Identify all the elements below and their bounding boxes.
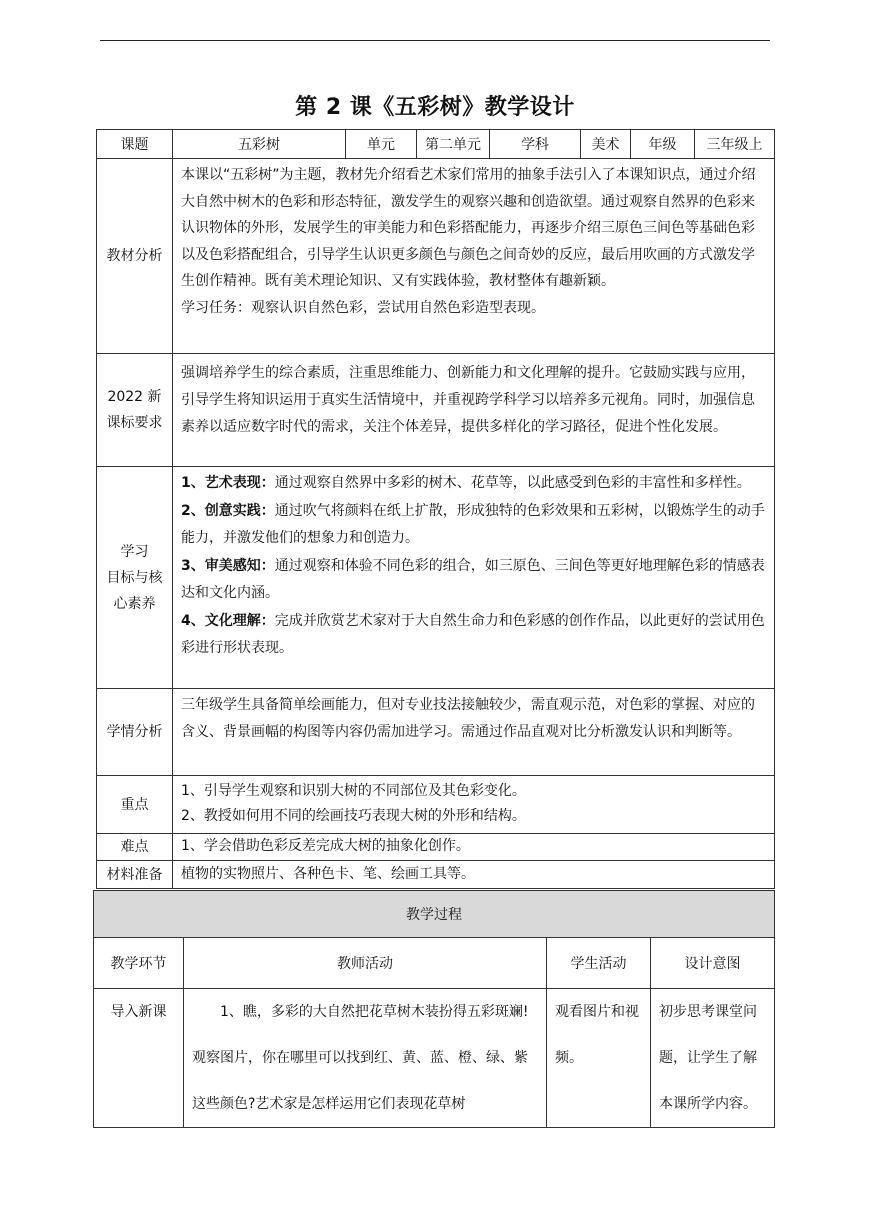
materials-text: 植物的实物照片、各种色卡、笔、绘画工具等。 [173, 861, 775, 889]
curriculum-text: 强调培养学生的综合素质，注重思维能力、创新能力和文化理解的提升。它鼓励实践与应用，引导学生将知识运用于真实生活情境中，并重视跨学科学习以培养多元视角。同时，加强信息素养以适应数字时代的需求，关注个体差异，提供多样化的学习路径，促进个性化发展。 [173, 354, 775, 467]
learning-task-text: 学习任务：观察认识自然色彩，尝试用自然色彩造型表现。 [181, 299, 545, 316]
row-teacher-activity: 1、瞧，多彩的大自然把花草树木装扮得五彩斑斓!观察图片，你在哪里可以找到红、黄、蓝、橙、绿、紫这些颜色?艺术家是怎样运用它们表现花草树 [184, 989, 547, 1128]
subject-value: 美术 [581, 130, 631, 159]
goals-cell [173, 467, 775, 689]
process-column-row [94, 938, 775, 989]
goal-item [181, 470, 768, 498]
topic-label: 课题 [97, 130, 173, 159]
goal-item [181, 608, 768, 663]
key-point-line: 2、教授如何用不同的绘画技巧表现大树的外形和结构。 [181, 808, 526, 824]
goals-label-line3: 心素养 [113, 595, 156, 612]
goal-head: 1、艺术表现： [181, 475, 275, 491]
materials-row [97, 861, 775, 889]
topic-value: 五彩树 [173, 130, 346, 159]
goals-label-line2: 目标与核 [106, 569, 163, 586]
material-analysis-label: 教材分析 [97, 159, 173, 354]
student-analysis-row [97, 689, 775, 776]
goal-text: 通过观察和体验不同色彩的组合，如三原色、三间色等更好地理解色彩的情感表达和文化内涵。 [181, 557, 765, 601]
header-rule [100, 40, 770, 41]
difficulty-text: 1、学会借助色彩反差完成大树的抽象化创作。 [173, 834, 775, 861]
process-header: 教学过程 [94, 891, 775, 938]
col-stage: 教学环节 [94, 938, 184, 989]
goal-item [181, 553, 768, 608]
goals-label [97, 467, 173, 689]
goals-label-line1: 学习 [120, 543, 149, 560]
goal-head: 4、文化理解： [181, 612, 275, 629]
row-student-activity: 观看图片和视频。 [547, 989, 651, 1128]
grade-label: 年级 [631, 130, 695, 159]
goal-head: 2、创意实践： [181, 502, 275, 519]
key-points-label: 重点 [97, 776, 173, 834]
key-points-row [97, 776, 775, 834]
material-analysis-text: 本课以“五彩树”为主题，教材先介绍看艺术家们常用的抽象手法引入了本课知识点，通过介绍大自然中树木的色彩和形态特征，激发学生的观察兴趣和创造欲望。通过观察自然界的色彩来认识物体的外形，发展学生的审美能力和色彩搭配能力，再逐步介绍三原色三间色等基础色彩以及色彩搭配组合，引导学生认识更多颜色与颜色之间奇妙的反应，最后用吹画的方式激发学生创作精神。既有美术理论知识、又有实践体验，教材整体有趣新颖。 [181, 167, 756, 289]
goal-text: 通过观察自然界中多彩的树木、花草等，以此感受到色彩的丰富性和多样性。 [274, 475, 751, 491]
process-header-row [94, 891, 775, 938]
grade-value: 三年级上 [695, 130, 775, 159]
materials-label: 材料准备 [97, 861, 173, 889]
row-design-intent: 初步思考课堂问题，让学生了解本课所学内容。 [651, 989, 775, 1128]
goals-row [97, 467, 775, 689]
col-teacher: 教师活动 [184, 938, 547, 989]
student-analysis-label: 学情分析 [97, 689, 173, 776]
key-point-line: 1、引导学生观察和识别大树的不同部位及其色彩变化。 [181, 783, 526, 799]
teaching-process-table [93, 890, 775, 1128]
curriculum-label-line1: 2022 新 [107, 389, 162, 405]
difficulty-label: 难点 [97, 834, 173, 861]
goal-text: 完成并欣赏艺术家对于大自然生命力和色彩感的创作作品，以此更好的尝试用色彩进行形状表现。 [181, 612, 765, 656]
unit-label: 单元 [346, 130, 417, 159]
student-analysis-text: 三年级学生具备简单绘画能力，但对专业技法接触较少，需直观示范，对色彩的掌握、对应的含义、背景画幅的构图等内容仍需加进学习。需通过作品直观对比分析激发认识和判断等。 [173, 689, 775, 776]
info-row [97, 130, 775, 159]
goal-head: 3、审美感知： [181, 557, 275, 574]
curriculum-label-line2: 课标要求 [106, 415, 163, 431]
lesson-info-table [96, 129, 775, 889]
curriculum-label [97, 354, 173, 467]
page-title: 第 2 课《五彩树》教学设计 [295, 95, 575, 120]
col-student: 学生活动 [547, 938, 651, 989]
material-analysis-row [97, 159, 775, 354]
row-stage: 导入新课 [94, 989, 184, 1128]
goal-text: 通过吹气将颜料在纸上扩散，形成独特的色彩效果和五彩树，以锻炼学生的动手能力，并激发他们的想象力和创造力。 [181, 502, 765, 546]
key-points-cell [173, 776, 775, 834]
curriculum-row [97, 354, 775, 467]
goal-item [181, 498, 768, 553]
col-intent: 设计意图 [651, 938, 775, 989]
difficulty-row [97, 834, 775, 861]
subject-label: 学科 [490, 130, 581, 159]
unit-value: 第二单元 [417, 130, 490, 159]
material-analysis-cell [173, 159, 775, 354]
process-row [94, 989, 775, 1128]
